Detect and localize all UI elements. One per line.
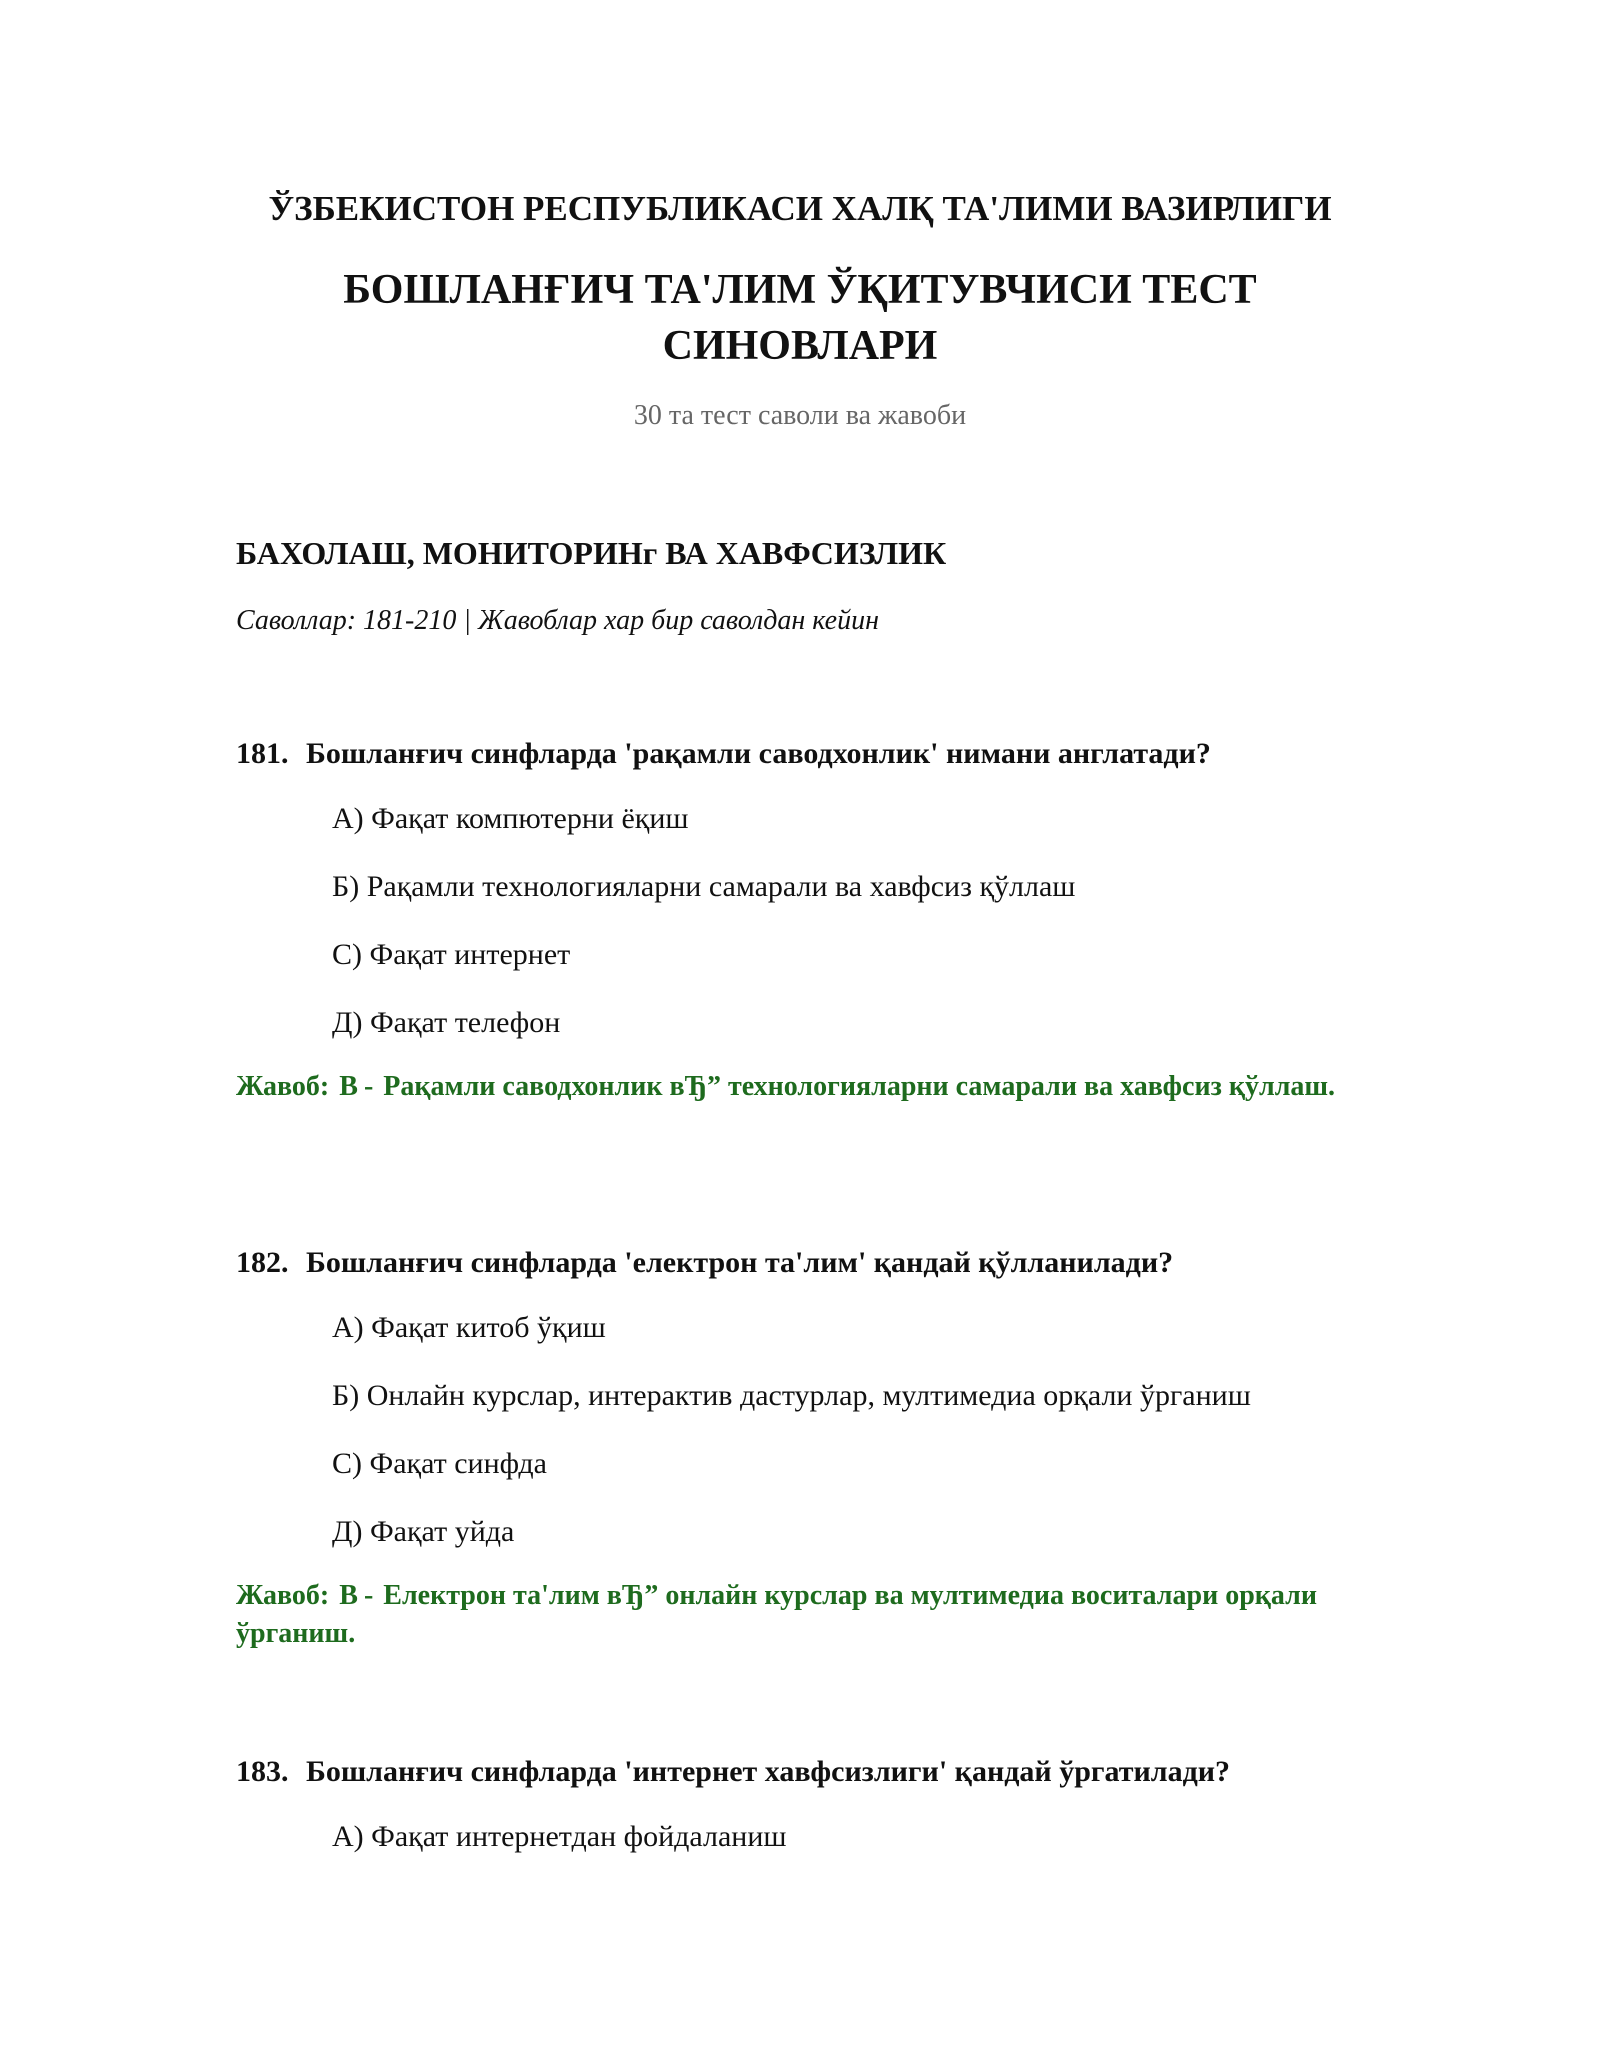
option-a: А) Фақат интернетдан фойдаланиш bbox=[332, 1820, 787, 1853]
question-text bbox=[236, 1243, 1386, 1283]
question-number: 182. bbox=[236, 1246, 289, 1279]
question-text bbox=[236, 734, 1386, 774]
answer-letter: B bbox=[339, 1071, 358, 1102]
answer-text: Електрон та'лим вЂ” онлайн курслар ва мултимедиа воситалари орқали ўрганиш. bbox=[236, 1580, 1317, 1649]
option-d: Д) Фақат телефон bbox=[332, 1006, 561, 1039]
question-181 bbox=[236, 734, 1386, 1106]
option-b: Б) Рақамли технологияларни самарали ва хавфсиз қўллаш bbox=[332, 870, 1076, 903]
section-title: БАХОЛАШ, МОНИТОРИНг ВА ХАВФСИЗЛИК bbox=[236, 535, 947, 571]
options-list bbox=[236, 1817, 1386, 1857]
option-c: С) Фақат интернет bbox=[332, 938, 571, 971]
options-list bbox=[236, 799, 1386, 1043]
answer-text: Рақамли саводхонлик вЂ” технологияларни самарали ва хавфсиз қўллаш. bbox=[383, 1071, 1336, 1102]
option-a: А) Фақат китоб ўқиш bbox=[332, 1311, 606, 1344]
option-a: А) Фақат компютерни ёқиш bbox=[332, 802, 689, 835]
question-number: 183. bbox=[236, 1755, 289, 1788]
page-title: БОШЛАНҒИЧ ТА'ЛИМ ЎҚИТУВЧИСИ ТЕСТ СИНОВЛАРИ bbox=[343, 267, 1257, 369]
page-subtitle: 30 та тест саволи ва жавоби bbox=[633, 400, 967, 431]
answer-label: Жавоб: bbox=[236, 1580, 330, 1611]
ministry-heading: ЎЗБЕКИСТОН РЕСПУБЛИКАСИ ХАЛҚ ТА'ЛИМИ ВАЗИРЛИГИ bbox=[268, 189, 1332, 228]
section-info: Саволлар: 181-210 | Жавоблар хар бир саволдан кейин bbox=[236, 605, 879, 636]
answer-separator: - bbox=[363, 1580, 374, 1611]
answer-block bbox=[236, 1577, 1396, 1653]
option-c: С) Фақат синфда bbox=[332, 1447, 547, 1480]
question-prompt: Бошланғич синфларда 'рақамли саводхонлик' нимани англатади? bbox=[306, 737, 1211, 770]
answer-label: Жавоб: bbox=[236, 1071, 330, 1102]
option-b: Б) Онлайн курслар, интерактив дастурлар, мултимедиа орқали ўрганиш bbox=[332, 1379, 1251, 1412]
answer-block bbox=[236, 1068, 1396, 1106]
answer-separator: - bbox=[363, 1071, 374, 1102]
question-number: 181. bbox=[236, 737, 289, 770]
question-prompt: Бошланғич синфларда 'интернет хавфсизлиги' қандай ўргатилади? bbox=[306, 1755, 1231, 1788]
answer-letter: B bbox=[339, 1580, 358, 1611]
question-prompt: Бошланғич синфларда 'електрон та'лим' қандай қўлланилади? bbox=[306, 1246, 1174, 1279]
question-182 bbox=[236, 1243, 1386, 1653]
question-183 bbox=[236, 1752, 1386, 1885]
options-list bbox=[236, 1308, 1386, 1552]
question-text bbox=[236, 1752, 1386, 1792]
option-d: Д) Фақат уйда bbox=[332, 1515, 515, 1548]
